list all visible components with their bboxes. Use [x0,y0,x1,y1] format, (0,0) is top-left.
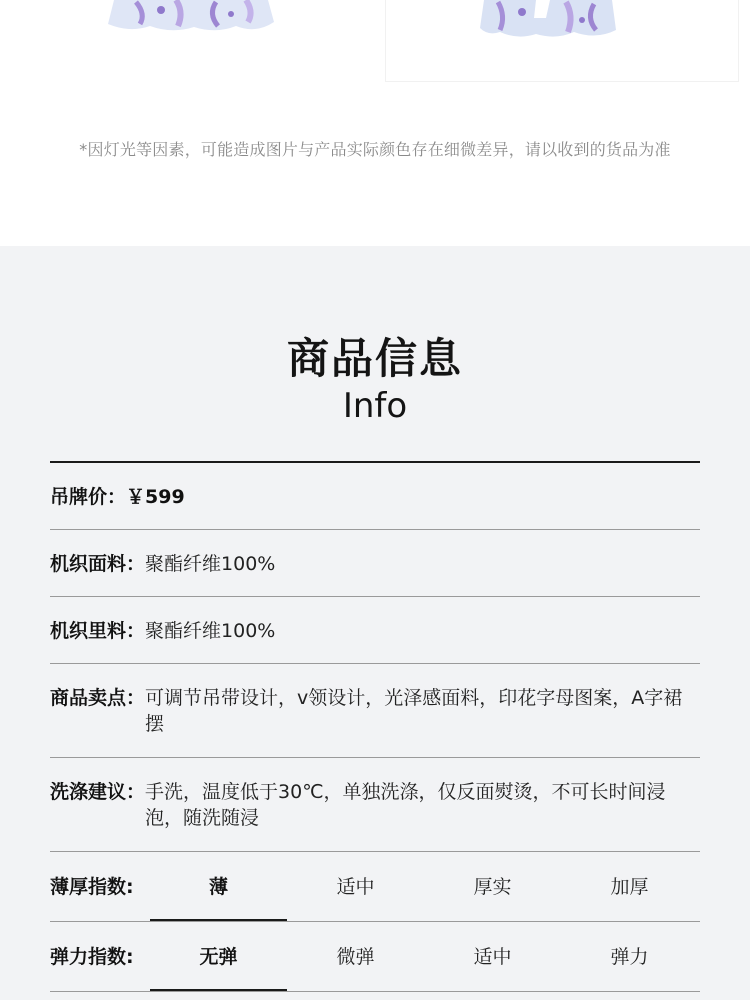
selling-points-label: 商品卖点： [50,687,146,709]
outer-fabric-value: 聚酯纤维100% [145,553,276,575]
lining-label: 机织里料： [50,620,146,642]
price-value: ￥599 [126,486,185,508]
selling-points-value: 可调节吊带设计，v领设计，光泽感面料，印花字母图案，A字裙摆 [145,687,683,735]
elasticity-label: 弹力指数: [50,946,134,968]
price-label: 吊牌价： [50,486,127,508]
outer-fabric-row [50,530,700,597]
elasticity-option: 微弹 [336,946,375,968]
thickness-scale [150,852,700,921]
elasticity-scale [150,922,700,991]
product-image-area [0,0,750,246]
price-row [50,463,700,530]
outer-fabric-label: 机织面料： [50,553,146,575]
elasticity-option: 适中 [473,946,512,968]
thickness-option: 薄 [150,852,287,921]
washing-value: 手洗，温度低于30℃，单独洗涤，仅反面熨烫，不可长时间浸泡，随洗随浸 [145,781,666,829]
elasticity-row [50,922,700,992]
dress-hem-image-left [106,0,276,34]
elasticity-option: 无弹 [150,922,287,991]
washing-row [50,758,700,852]
thickness-option: 加厚 [610,876,649,898]
lining-value: 聚酯纤维100% [145,620,276,642]
thickness-option: 适中 [336,876,375,898]
thickness-option: 厚实 [473,876,512,898]
elasticity-option: 弹力 [610,946,649,968]
color-disclaimer: *因灯光等因素，可能造成图片与产品实际颜色存在细微差异，请以收到的货品为准 [79,140,671,159]
washing-label: 洗涤建议： [50,781,146,803]
lining-row [50,597,700,664]
info-table [50,463,700,992]
thickness-label: 薄厚指数: [50,876,134,898]
section-subtitle: Info [342,386,408,426]
section-title: 商品信息 [286,334,463,383]
selling-points-row [50,664,700,758]
product-info-section [0,246,750,1000]
thickness-row [50,852,700,922]
dress-hem-image-right [478,0,618,40]
